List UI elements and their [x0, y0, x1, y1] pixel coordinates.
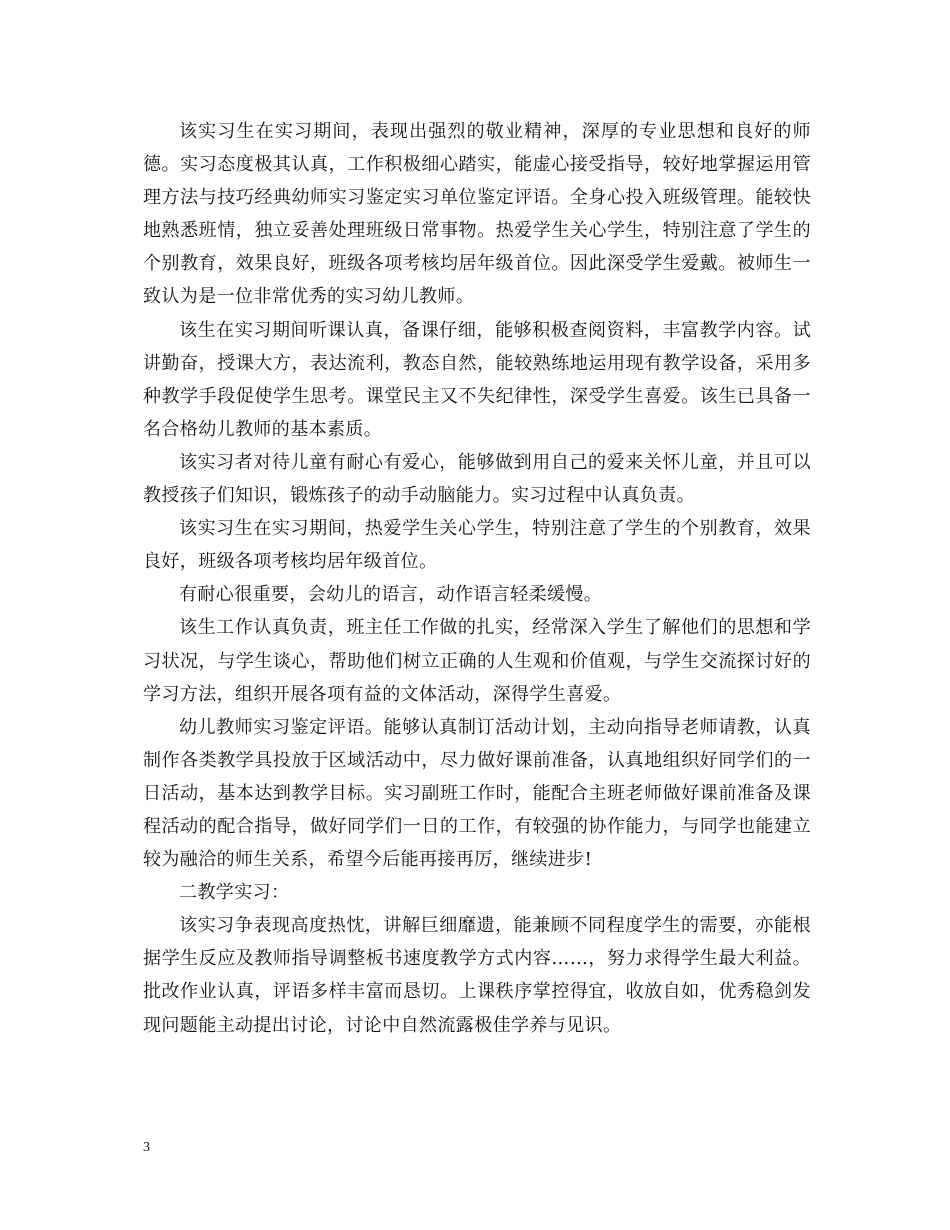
paragraph-8: 该实习争表现高度热忱，讲解巨细靡遗，能兼顾不同程度学生的需要，亦能根据学生反应及教师指导调整板书速度教学方式内容……，努力求得学生最大利益。批改作业认真，评语多样丰富而恳切。上课秩序掌控得宜，收放自如，优秀稳剑发现问题能主动提出讨论，讨论中自然流露极佳学养与见识。 — [143, 915, 811, 1036]
page-number: 3 — [143, 1140, 150, 1155]
paragraph-1: 该实习生在实习期间，表现出强烈的敬业精神，深厚的专业思想和良好的师德。实习态度极其认真，工作积极细心踏实，能虚心接受指导，较好地掌握运用管理方法与技巧经典幼师实习鉴定实习单位鉴定评语。全身心投入班级管理。能较快地熟悉班情，独立妥善处理班级日常事物。热爱学生关心学生，特别注意了学生的个别教育，效果良好，班级各项考核均居年级首位。因此深受学生爱戴。被师生一致认为是一位非常优秀的实习幼儿教师。 — [143, 121, 811, 308]
paragraph-2: 该生在实习期间听课认真，备课仔细，能够积极查阅资料，丰富教学内容。试讲勤奋，授课大方，表达流利，教态自然，能较熟练地运用现有教学设备，采用多种教学手段促使学生思考。课堂民主又不失纪律性，深受学生喜爱。该生已具备一名合格幼儿教师的基本素质。 — [143, 319, 811, 440]
paragraph-3: 该实习者对待儿童有耐心有爱心，能够做到用自己的爱来关怀儿童，并且可以教授孩子们知识，锻炼孩子的动手动脑能力。实习过程中认真负责。 — [143, 451, 811, 507]
paragraph-4: 该实习生在实习期间，热爱学生关心学生，特别注意了学生的个别教育，效果良好，班级各项考核均居年级首位。 — [143, 518, 811, 573]
document-body — [143, 115, 811, 1042]
paragraph-6: 该生工作认真负责，班主任工作做的扎实，经常深入学生了解他们的思想和学习状况，与学生谈心，帮助他们树立正确的人生观和价值观，与学生交流探讨好的学习方法，组织开展各项有益的文体活动，深得学生喜爱。 — [143, 617, 811, 705]
section-heading: 二教学实习： — [179, 882, 290, 904]
paragraph-5: 有耐心很重要，会幼儿的语言，动作语言轻柔缓慢。 — [179, 584, 603, 606]
paragraph-7: 幼儿教师实习鉴定评语。能够认真制订活动计划，主动向指导老师请教，认真制作各类教学具投放于区域活动中，尽力做好课前准备，认真地组织好同学们的一日活动，基本达到教学目标。实习副班工作时，能配合主班老师做好课前准备及课程活动的配合指导，做好同学们一日的工作，有较强的协作能力，与同学也能建立较为融洽的师生关系，希望今后能再接再厉，继续进步! — [143, 716, 811, 871]
